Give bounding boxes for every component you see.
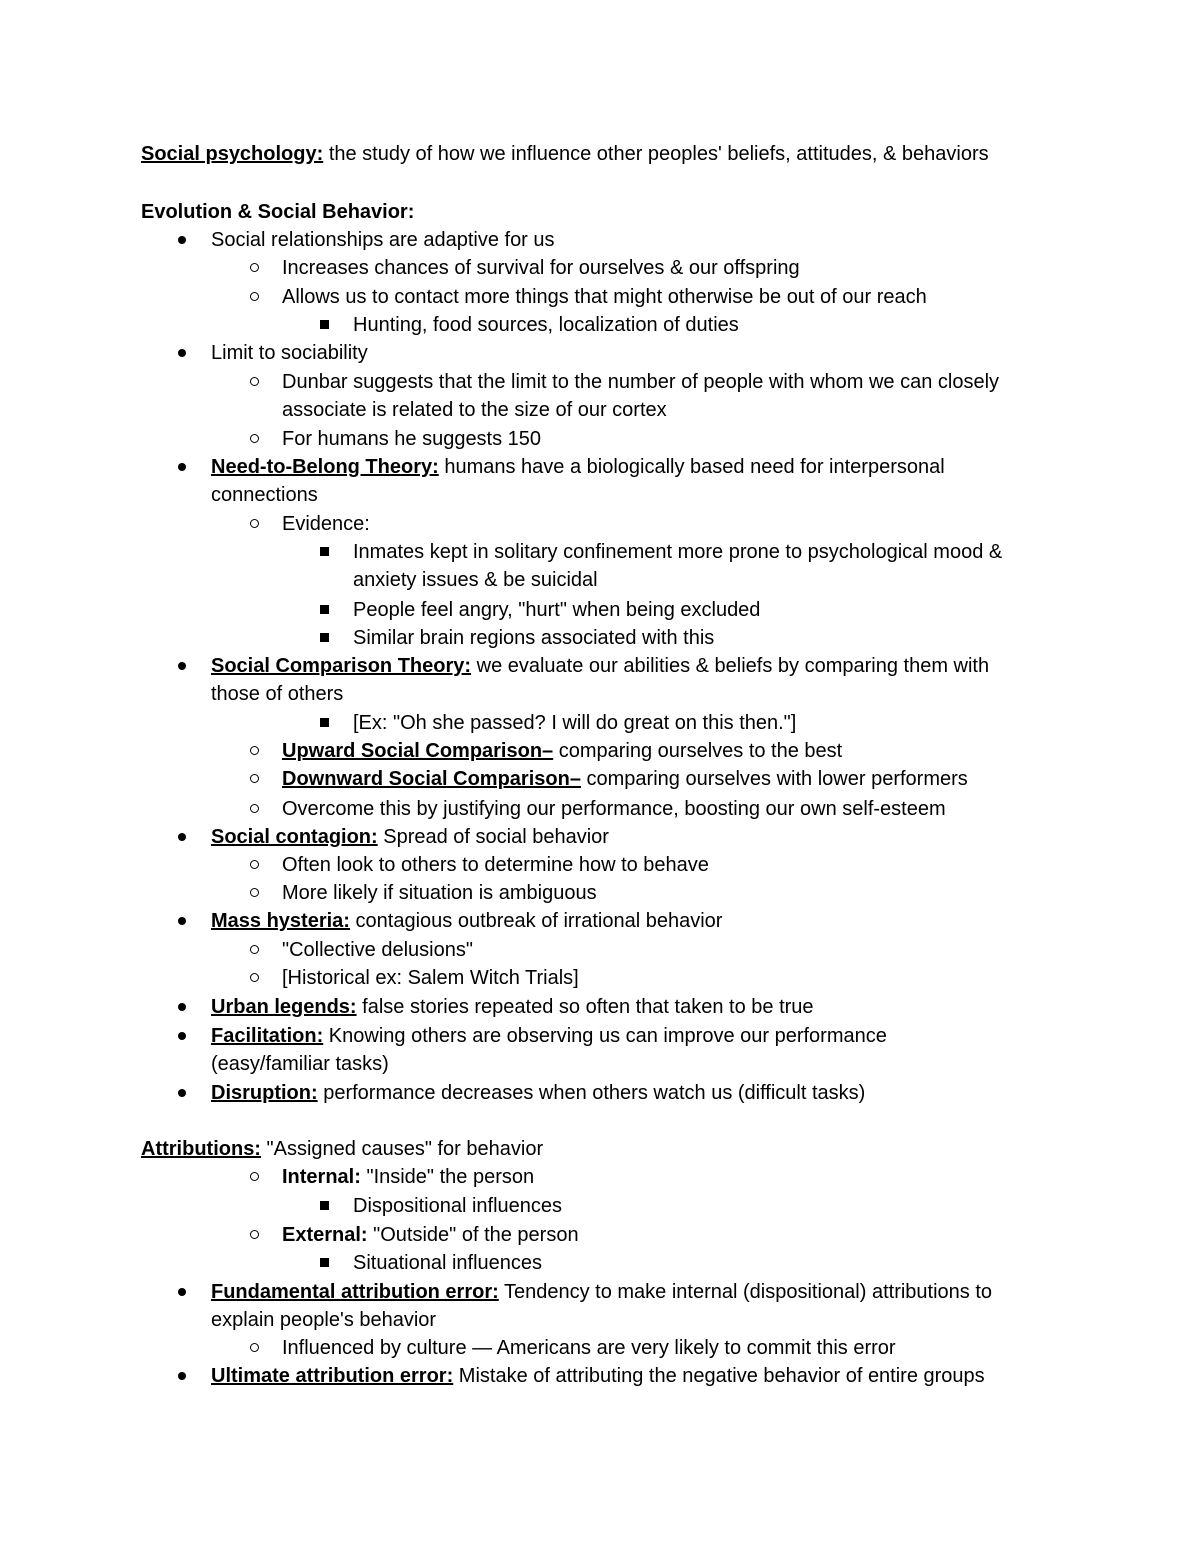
bullet-square-icon [314,1192,334,1220]
bullet-disc-icon [172,1278,192,1306]
attributions-text: "Assigned causes" for behavior [260,1138,544,1160]
list-item-text: Overcome this by justifying our performance, boosting our own self-esteem [282,798,946,820]
bullet-disc-icon [172,1362,192,1390]
bullet-circle-icon [244,368,264,396]
bullet-disc-icon [172,226,192,254]
list-item-text: Social relationships are adaptive for us [211,229,555,251]
bullet-circle-icon [244,254,264,282]
list-item-text: those of others [211,683,344,705]
list-item-text: Allows us to contact more things that might otherwise be out of our reach [282,286,927,308]
disruption-text: performance decreases when others watch us (difficult tasks) [317,1082,866,1104]
bullet-disc-icon [172,1079,192,1107]
bullet-disc-icon [172,993,192,1021]
bullet-square-icon [314,624,334,652]
list-item-text: For humans he suggests 150 [282,428,542,450]
bullet-circle-icon [244,283,264,311]
bullet-circle-icon [244,737,264,765]
internal-text: "Inside" the person [360,1166,535,1188]
comparison-term: Social Comparison Theory: [211,655,472,677]
list-item-text: explain people's behavior [211,1309,437,1331]
list-item-text: Situational influences [353,1252,543,1274]
list-item-text: Dispositional influences [353,1195,563,1217]
facilitation-term: Facilitation: [211,1025,324,1047]
bullet-circle-icon [244,1163,264,1191]
list-item-text: [Historical ex: Salem Witch Trials] [282,967,579,989]
attributions-term: Attributions: [141,1138,261,1160]
list-item-text: (easy/familiar tasks) [211,1053,389,1075]
list-item-text: anxiety issues & be suicidal [353,569,598,591]
facilitation-text: Knowing others are observing us can improve our performance [323,1025,887,1047]
bullet-disc-icon [172,1022,192,1050]
hysteria-text: contagious outbreak of irrational behavior [349,910,723,932]
bullet-square-icon [314,311,334,339]
upward-text: comparing ourselves to the best [553,740,843,762]
list-item-text: Often look to others to determine how to behave [282,854,709,876]
list-item-text: connections [211,484,318,506]
urban-term: Urban legends: [211,996,357,1018]
downward-term: Downward Social Comparison– [282,768,581,790]
list-item-text: Increases chances of survival for ourselves & our offspring [282,257,800,279]
list-item-text: Dunbar suggests that the limit to the number of people with whom we can closely [282,371,1000,393]
definition-term: Social psychology: [141,143,324,165]
bullet-disc-icon [172,652,192,680]
bullet-circle-icon [244,936,264,964]
hysteria-term: Mass hysteria: [211,910,350,932]
ultimate-text: Mistake of attributing the negative behavior of entire groups [453,1365,985,1387]
bullet-square-icon [314,1249,334,1277]
list-item-text: Influenced by culture — Americans are very likely to commit this error [282,1337,896,1359]
bullet-square-icon [314,709,334,737]
list-item-text: More likely if situation is ambiguous [282,882,597,904]
ultimate-term: Ultimate attribution error: [211,1365,454,1387]
external-term: External: [282,1224,368,1246]
list-item-text: Inmates kept in solitary confinement more prone to psychological mood & [353,541,1003,563]
bullet-circle-icon [244,1334,264,1362]
list-item-text: Hunting, food sources, localization of duties [353,314,739,336]
bullet-circle-icon [244,879,264,907]
bullet-disc-icon [172,907,192,935]
external-text: "Outside" of the person [367,1224,579,1246]
list-item-text: Limit to sociability [211,342,368,364]
contagion-text: Spread of social behavior [377,826,609,848]
evolution-heading: Evolution & Social Behavior: [141,201,415,223]
list-item-text: Evidence: [282,513,370,535]
belong-term: Need-to-Belong Theory: [211,456,439,478]
list-item-text: People feel angry, "hurt" when being excluded [353,599,761,621]
contagion-term: Social contagion: [211,826,378,848]
list-item-text: [Ex: "Oh she passed? I will do great on this then."] [353,712,797,734]
upward-term: Upward Social Comparison– [282,740,554,762]
bullet-circle-icon [244,1221,264,1249]
bullet-circle-icon [244,964,264,992]
list-item-text: "Collective delusions" [282,939,473,961]
bullet-circle-icon [244,425,264,453]
bullet-circle-icon [244,510,264,538]
belong-text: humans have a biologically based need for interpersonal [438,456,945,478]
definition-text: the study of how we influence other peoples' beliefs, attitudes, & behaviors [323,143,989,165]
bullet-square-icon [314,596,334,624]
internal-term: Internal: [282,1166,361,1188]
bullet-disc-icon [172,453,192,481]
fundamental-term: Fundamental attribution error: [211,1281,499,1303]
bullet-disc-icon [172,339,192,367]
bullet-circle-icon [244,795,264,823]
downward-text: comparing ourselves with lower performers [580,768,968,790]
list-item-text: Similar brain regions associated with this [353,627,715,649]
comparison-text: we evaluate our abilities & beliefs by comparing them with [471,655,990,677]
disruption-term: Disruption: [211,1082,318,1104]
bullet-circle-icon [244,851,264,879]
bullet-square-icon [314,538,334,566]
list-item-text: associate is related to the size of our cortex [282,399,667,421]
bullet-disc-icon [172,823,192,851]
bullet-circle-icon [244,765,264,793]
fundamental-text: Tendency to make internal (dispositional) attributions to [498,1281,993,1303]
urban-text: false stories repeated so often that taken to be true [356,996,814,1018]
